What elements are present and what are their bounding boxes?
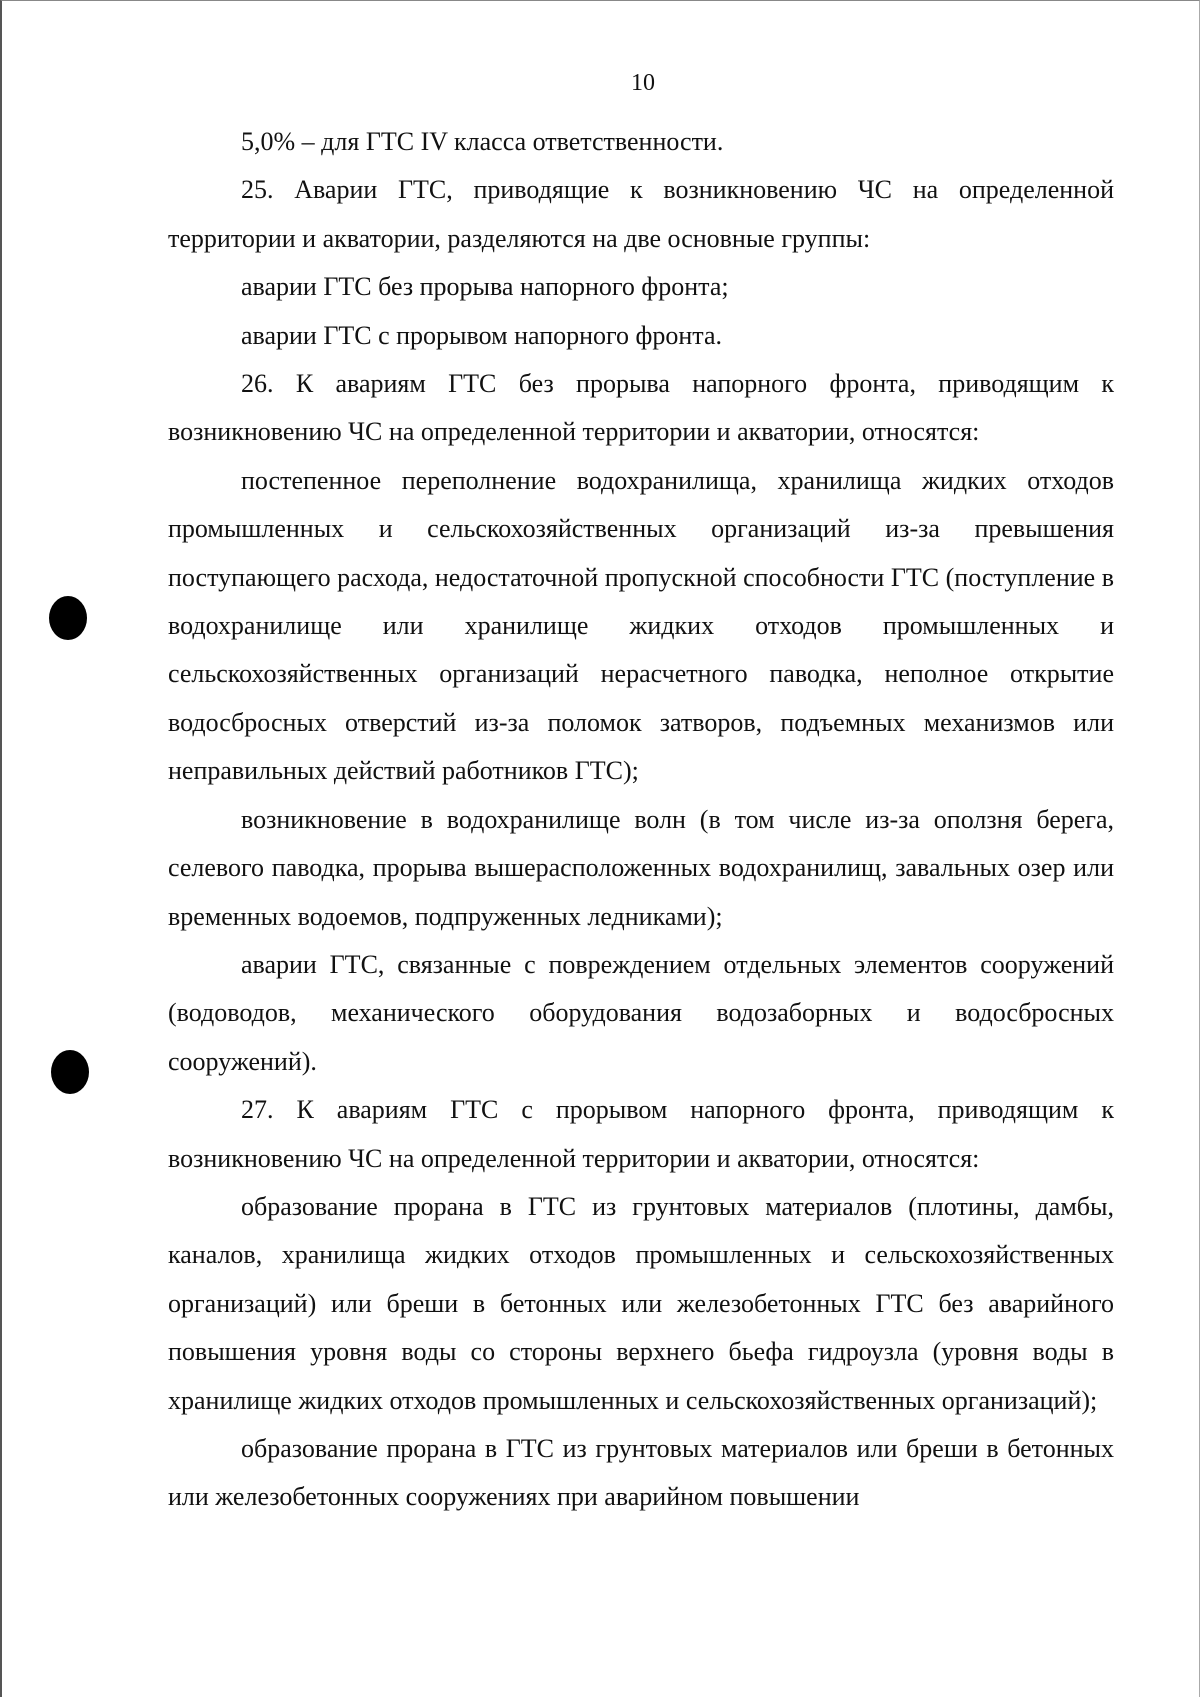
list-item-with-breach: аварии ГТС с прорывом напорного фронта. <box>241 320 723 350</box>
document-body <box>168 118 1114 1522</box>
punch-hole-mark <box>49 596 87 640</box>
paragraph-26: 26. К авариям ГТС без прорыва напорного фронта, приводящим к возникновению ЧС на определенной территории и акватории, относятся: <box>168 369 1114 447</box>
paragraph-25: 25. Аварии ГТС, приводящие к возникновению ЧС на определенной территории и акватории, разделяются на две основные группы: <box>168 175 1114 253</box>
list-item-breach-with-rise: образование прорана в ГТС из грунтовых материалов или бреши в бетонных или железобетонных сооружениях при аварийном повышении <box>168 1433 1114 1512</box>
list-item-overflow: постепенное переполнение водохранилища, хранилища жидких отходов промышленных и сельскохозяйственных организаций из-за превышения поступающего расхода, недостаточной пропускной способности ГТС (поступление в водохранилище или хранилище жидких отходов промышленных и сельскохозяйственных организаций нерасчетного паводка, неполное открытие водосбросных отверстий из-за поломок затворов, подъемных механизмов или неправильных действий работников ГТС); <box>168 465 1114 786</box>
list-item-damage: аварии ГТС, связанные с повреждением отдельных элементов сооружений (водоводов, механического оборудования водозаборных и водосбросных сооружений). <box>168 949 1114 1076</box>
paragraph-percent-class-iv: 5,0% – для ГТС IV класса ответственности. <box>241 127 724 156</box>
list-item-without-breach: аварии ГТС без прорыва напорного фронта; <box>241 272 729 302</box>
list-item-waves: возникновение в водохранилище волн (в том числе из-за оползня берега, селевого паводка, прорыва вышерасположенных водохранилищ, завальных озер или временных водоемов, подпруженных ледниками); <box>168 804 1114 931</box>
page-number: 10 <box>631 70 655 96</box>
list-item-breach-no-rise: образование прорана в ГТС из грунтовых материалов (плотины, дамбы, каналов, хранилища жидких отходов промышленных и сельскохозяйственных организаций) или бреши в бетонных или железобетонных ГТС без аварийного повышения уровня воды со стороны верхнего бьефа гидроузла (уровня воды в хранилище жидких отходов промышленных и сельскохозяйственных организаций); <box>168 1191 1114 1415</box>
punch-hole-mark <box>51 1050 89 1094</box>
paragraph-27: 27. К авариям ГТС с прорывом напорного фронта, приводящим к возникновению ЧС на определенной территории и акватории, относятся: <box>168 1095 1114 1173</box>
